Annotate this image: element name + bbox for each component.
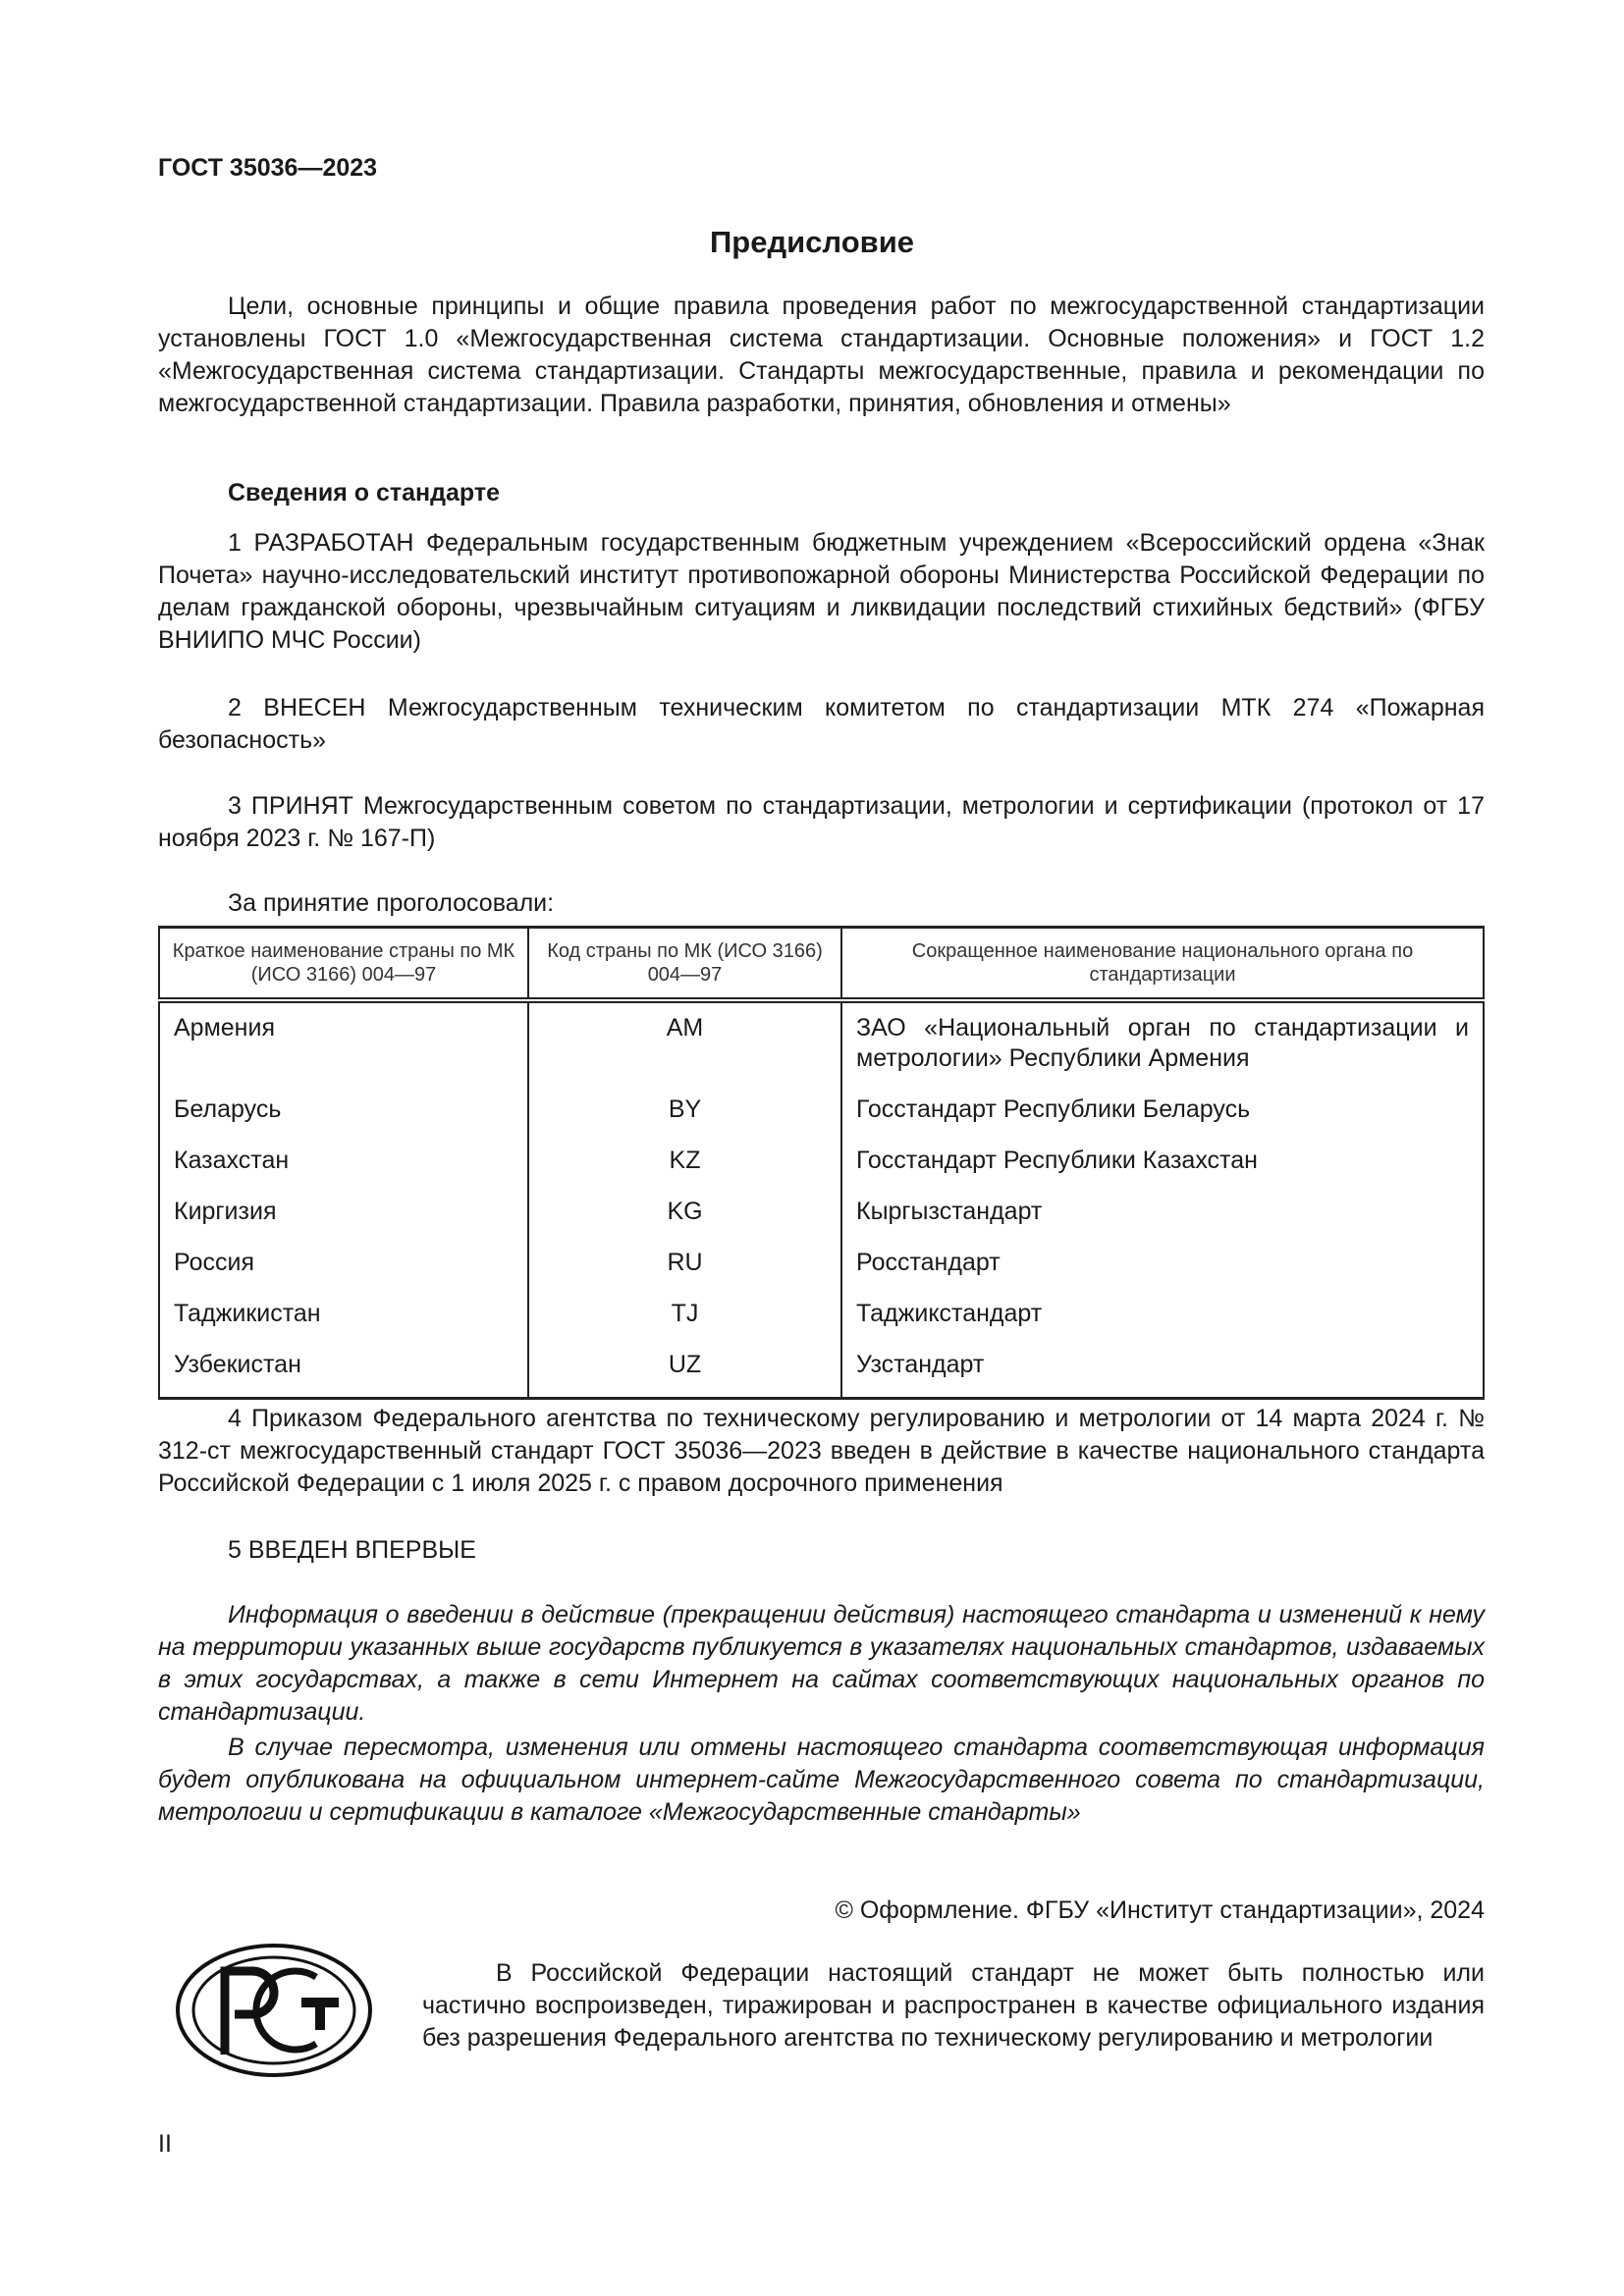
cell-code: TJ bbox=[528, 1295, 841, 1346]
section-heading: Сведения о стандарте bbox=[228, 479, 501, 507]
cell-country: Узбекистан bbox=[159, 1346, 528, 1399]
cell-country: Казахстан bbox=[159, 1142, 528, 1193]
table-row bbox=[159, 1193, 1484, 1244]
cell-body: Узстандарт bbox=[841, 1346, 1484, 1399]
item-3: 3 ПРИНЯТ Межгосударственным советом по стандартизации, метрологии и сертификации (протокол от 17 ноября 2023 г. № 167-П) bbox=[158, 792, 1485, 852]
table-row bbox=[159, 1244, 1484, 1295]
legal-notice bbox=[422, 1957, 1485, 2055]
cell-code: BY bbox=[528, 1091, 841, 1142]
vote-label: За принятие проголосовали: bbox=[228, 889, 555, 917]
note-1: Информация о введении в действие (прекращении действия) настоящего стандарта и изменений к нему на территории указанных выше государств публикуется в указателях национальных стандартов, издаваемых в этих государствах, а также в сети Интернет на сайтах соответствующих национальных органов по стандартизации. bbox=[158, 1601, 1485, 1726]
table-row bbox=[159, 1346, 1484, 1399]
copyright: © Оформление. ФГБУ «Институт стандартизации», 2024 bbox=[835, 1896, 1485, 1924]
item-5: 5 ВВЕДЕН ВПЕРВЫЕ bbox=[228, 1536, 476, 1564]
cell-country: Таджикистан bbox=[159, 1295, 528, 1346]
header-code: Код страны по МК (ИСО 3166) 004—97 bbox=[528, 928, 841, 1001]
page-number: II bbox=[158, 2130, 172, 2158]
rst-logo bbox=[174, 1942, 375, 2079]
cell-code: AM bbox=[528, 1000, 841, 1091]
table-row bbox=[159, 1142, 1484, 1193]
cell-country: Беларусь bbox=[159, 1091, 528, 1142]
page-title: Предисловие bbox=[709, 225, 914, 259]
intro-paragraph: Цели, основные принципы и общие правила проведения работ по межгосударственной стандартизации установлены ГОСТ 1.0 «Межгосударственная система стандартизации. Основные положения» и ГОСТ 1.2 «Межгосударственная система стандартизации. Стандарты межгосударственные, правила и рекомендации по межгосударственной стандартизации. Правила разработки, принятия, обновления и отмены» bbox=[158, 293, 1485, 417]
cell-body: Кыргызстандарт bbox=[841, 1193, 1484, 1244]
document-id: ГОСТ 35036—2023 bbox=[158, 154, 378, 182]
voting-table bbox=[158, 926, 1485, 1400]
cell-country: Армения bbox=[159, 1000, 528, 1091]
note-2: В случае пересмотра, изменения или отмены настоящего стандарта соответствующая информация будет опубликована на официальном интернет-сайте Межгосударственного совета по стандартизации, метрологии и сертификации в каталоге «Межгосударственные стандарты» bbox=[158, 1734, 1485, 1826]
cell-body: ЗАО «Национальный орган по стандартизации и метрологии» Республики Армения bbox=[841, 1000, 1484, 1091]
table-row bbox=[159, 1091, 1484, 1142]
item-1: 1 РАЗРАБОТАН Федеральным государственным бюджетным учреждением «Всероссийский ордена «Знак Почета» научно-исследовательский институт противопожарной обороны Министерства Российской Федерации по делам гражданской обороны, чрезвычайным ситуациям и ликвидации последствий стихийных бедствий» (ФГБУ ВНИИПО МЧС России) bbox=[158, 529, 1485, 654]
header-country: Краткое наименование страны по МК (ИСО 3166) 004—97 bbox=[159, 928, 528, 1001]
cell-country: Киргизия bbox=[159, 1193, 528, 1244]
cell-code: KZ bbox=[528, 1142, 841, 1193]
cell-code: KG bbox=[528, 1193, 841, 1244]
cell-body: Росстандарт bbox=[841, 1244, 1484, 1295]
cell-body: Госстандарт Республики Казахстан bbox=[841, 1142, 1484, 1193]
table-row bbox=[159, 1295, 1484, 1346]
cell-code: UZ bbox=[528, 1346, 841, 1399]
header-body: Сокращенное наименование национального органа по стандартизации bbox=[841, 928, 1484, 1001]
legal-text: В Российской Федерации настоящий стандарт не может быть полностью или частично воспроизведен, тиражирован и распространен в качестве официального издания без разрешения Федерального агентства по техническому регулированию и метрологии bbox=[422, 1959, 1485, 2052]
table-row bbox=[159, 1000, 1484, 1091]
cell-code: RU bbox=[528, 1244, 841, 1295]
item-4: 4 Приказом Федерального агентства по техническому регулированию и метрологии от 14 марта 2024 г. № 312-ст межгосударственный стандарт ГОСТ 35036—2023 введен в действие в качестве национального стандарта Российской Федерации с 1 июля 2025 г. с правом досрочного применения bbox=[158, 1405, 1485, 1497]
cell-body: Госстандарт Республики Беларусь bbox=[841, 1091, 1484, 1142]
table-header-row bbox=[159, 928, 1484, 1001]
item-2: 2 ВНЕСЕН Межгосударственным техническим комитетом по стандартизации МТК 274 «Пожарная безопасность» bbox=[158, 694, 1485, 754]
cell-body: Таджикстандарт bbox=[841, 1295, 1484, 1346]
cell-country: Россия bbox=[159, 1244, 528, 1295]
